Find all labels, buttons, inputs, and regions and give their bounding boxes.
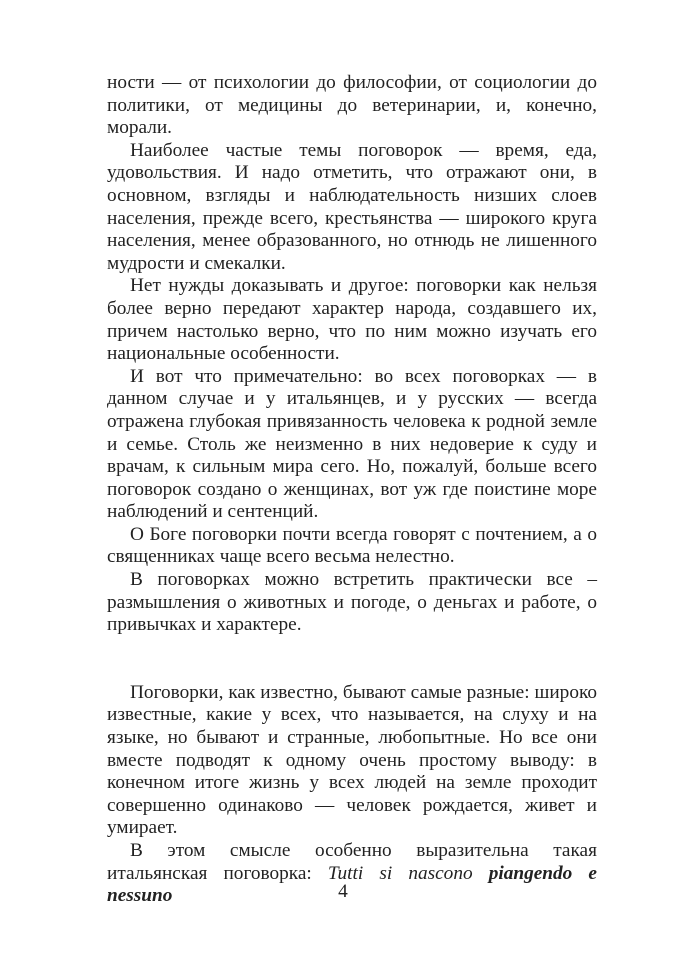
paragraph: Нет нужды доказывать и другое: поговорки как нельзя более верно передают характер народа, создавшего их, причем настолько верно, что по ним можно изучать его национальные особенности. [107, 275, 597, 365]
italian-quote-emphasis: piangendo [488, 862, 573, 884]
paragraph-text: В этом смысле особенно выразительна такая итальянская поговорка: [107, 840, 597, 884]
section-gap [107, 637, 597, 682]
paragraph-continued: ности — от психологии до философии, от социологии до политики, от медицины до ветеринарии, и, конечно, морали. [107, 72, 597, 139]
page-body [107, 72, 597, 908]
italian-quote-end: e nessuno [107, 862, 597, 907]
italian-quote-start: Tutti si nascono [327, 862, 489, 884]
paragraph: Поговорки, как известно, бывают самые разные: широко известные, какие у всех, что называется, на слуху и на языке, но бывают и странные, любопытные. Но все они вместе подводят к одному очень простому выводу: в конечном итоге жизнь у всех людей на земле проходит совершенно одинаково — человек рождается, живет и умирает. [107, 681, 597, 839]
paragraph: И вот что примечательно: во всех поговорках — в данном случае и у итальянцев, и у русских — всегда отражена глубокая привязанность человека к родной земле и семье. Столь же неизменно в них недоверие к суду и врачам, к сильным мира сего. Но, пожалуй, больше всего поговорок создано о женщинах, вот уж где поистине море наблюдений и сентенций. [107, 365, 597, 523]
paragraph: В поговорках можно встретить практически все – размышления о животных и погоде, о деньгах и работе, о привычках и характере. [107, 569, 597, 636]
page-number: 4 [338, 881, 348, 902]
paragraph: Наиболее частые темы поговорок — время, еда, удовольствия. И надо отметить, что отражают они, в основном, взгляды и наблюдательность низших слоев населения, прежде всего, крестьянства — широкого круга населения, менее образованного, но отнюдь не лишенного мудрости и смекалки. [107, 139, 597, 274]
paragraph: О Боге поговорки почти всегда говорят с почтением, а о священниках чаще всего весьма нелестно. [107, 523, 597, 568]
